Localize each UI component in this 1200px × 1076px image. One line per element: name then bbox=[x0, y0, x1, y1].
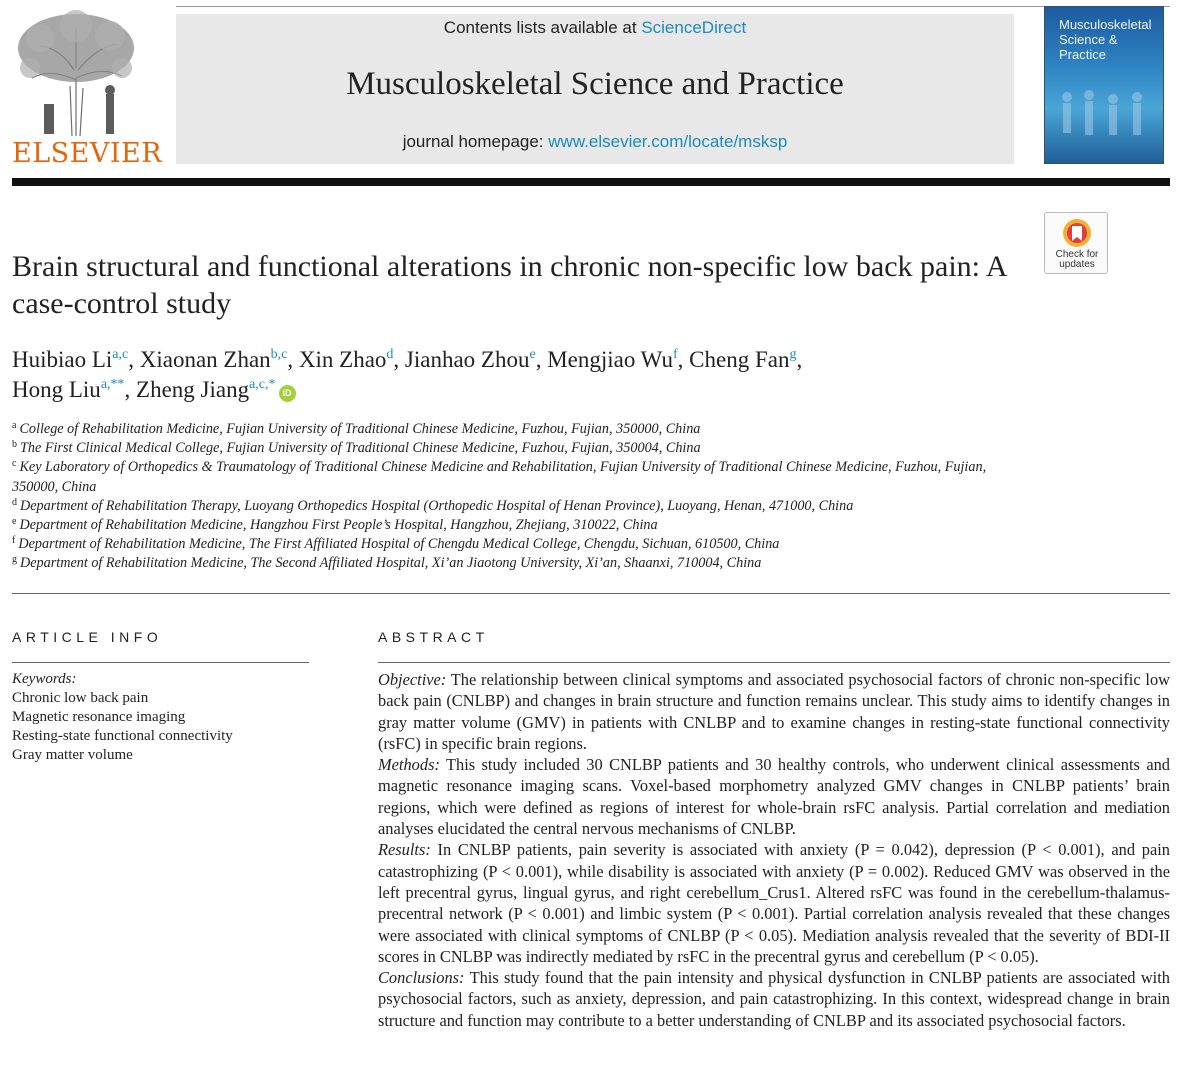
journal-homepage-line bbox=[176, 132, 1014, 152]
keyword-item[interactable]: Magnetic resonance imaging bbox=[12, 709, 186, 725]
affiliation-item bbox=[12, 420, 1022, 439]
abstract-rule bbox=[378, 662, 1170, 663]
keywords-label: Keywords: bbox=[12, 671, 77, 687]
orcid-icon[interactable]: iD bbox=[279, 385, 296, 402]
affiliation-item bbox=[12, 554, 1022, 573]
article-info-heading: ARTICLE INFO bbox=[12, 629, 163, 645]
sciencedirect-link[interactable]: ScienceDirect bbox=[641, 18, 747, 37]
author-separator: , bbox=[535, 347, 542, 372]
homepage-prefix: journal homepage: bbox=[402, 132, 544, 151]
affiliation-key: a bbox=[12, 420, 17, 431]
affiliation-text: Department of Rehabilitation Medicine, The Second Affiliated Hospital, Xi’an Jiaotong University, Xi’an, Shaanxi, 710004, China bbox=[20, 555, 762, 572]
author-affiliation-marks[interactable]: d bbox=[386, 347, 394, 362]
author-name[interactable]: Cheng Fan bbox=[689, 347, 790, 372]
affiliation-key: b bbox=[12, 439, 17, 451]
abstract-section bbox=[378, 967, 1170, 1031]
author-separator: , bbox=[128, 347, 134, 372]
author-name[interactable]: Xiaonan Zhan bbox=[139, 347, 271, 372]
author-affiliation-marks[interactable]: e bbox=[529, 347, 536, 362]
abstract-section-text: This study included 30 CNLBP patients and 30 healthy controls, who underwent clinical assessments and magnetic resonance imaging scans. Voxel-based morphometry analyzed GMV changes in CNLBP patients’ brain regions, which were defined as regions of interest for whole-brain rsFC analysis. Partial correlation and mediation analyses elucidated the central nervous mechanisms of CNLBP. bbox=[378, 755, 1170, 839]
affiliation-key: c bbox=[12, 458, 17, 470]
header-bottom-rule bbox=[12, 178, 1170, 186]
author-affiliation-marks[interactable]: a,** bbox=[100, 377, 125, 392]
check-updates-label: Check for updates bbox=[1055, 249, 1099, 270]
abstract-heading: ABSTRACT bbox=[378, 629, 489, 645]
author-affiliation-marks[interactable]: g bbox=[789, 347, 797, 362]
keywords-list bbox=[12, 689, 312, 765]
affiliation-key: g bbox=[12, 554, 17, 566]
affiliation-text: Department of Rehabilitation Therapy, Luoyang Orthopedics Hospital (Orthopedic Hospital of Henan Province), Luoyang, Henan, 471000, China bbox=[20, 497, 854, 514]
affiliation-key: e bbox=[12, 516, 17, 528]
affiliation-key: f bbox=[12, 535, 16, 547]
check-for-updates-button[interactable] bbox=[1044, 212, 1108, 274]
cover-title: Musculoskeletal Science & Practice bbox=[1059, 17, 1152, 62]
journal-title: Musculoskeletal Science and Practice bbox=[346, 66, 844, 102]
affiliation-text: Key Laboratory of Orthopedics & Traumatology of Traditional Chinese Medicine and Rehabilitation, Fujian University of Traditional Chinese Medicine, Fuzhou, Fujian, 350000, China bbox=[12, 459, 987, 495]
affiliation-text: Department of Rehabilitation Medicine, Hangzhou First People’s Hospital, Hangzhou, Zhejiang, 310022, China bbox=[19, 517, 658, 534]
abstract-section-label: Conclusions: bbox=[378, 968, 465, 988]
abstract-body bbox=[378, 669, 1170, 1031]
cover-figures-image bbox=[1055, 85, 1155, 145]
author-affiliation-marks[interactable]: a,c,* bbox=[249, 377, 276, 392]
affiliation-item bbox=[12, 535, 1022, 554]
author-name[interactable]: Xin Zhao bbox=[298, 347, 387, 372]
affiliation-text: The First Clinical Medical College, Fujian University of Traditional Chinese Medicine, Fuzhou, Fujian, 350004, China bbox=[20, 440, 701, 457]
author-name[interactable]: Mengjiao Wu bbox=[547, 347, 673, 372]
author-item bbox=[405, 347, 542, 372]
contents-prefix: Contents lists available at bbox=[443, 18, 637, 37]
author-separator: , bbox=[393, 347, 400, 372]
author-name[interactable]: Huibiao Li bbox=[12, 347, 113, 372]
author-item bbox=[140, 347, 293, 372]
author-item bbox=[689, 347, 802, 372]
author-list bbox=[12, 345, 1032, 405]
abstract-section-text: The relationship between clinical symptoms and associated psychosocial factors of chronic non-specific low back pain (CNLBP) and changes in brain structure and function remains unclear. This study aims to identify changes in gray matter volume (GMV) in patients with CNLBP and to examine changes in resting-state functional connectivity (rsFC) in specific brain regions. bbox=[378, 670, 1170, 753]
affiliation-item bbox=[12, 516, 1022, 535]
author-affiliation-marks[interactable]: a,c bbox=[112, 347, 129, 362]
author-affiliation-marks[interactable]: f bbox=[672, 347, 678, 362]
affiliation-item bbox=[12, 439, 1022, 458]
author-item bbox=[136, 377, 296, 402]
article-title: Brain structural and functional alterations in chronic non-specific low back pain: A case-control study bbox=[12, 250, 1006, 320]
keyword-item[interactable]: Gray matter volume bbox=[12, 747, 133, 763]
affiliation-item bbox=[12, 497, 1022, 516]
author-item bbox=[12, 377, 130, 402]
check-updates-icon bbox=[1061, 217, 1093, 249]
abstract-section bbox=[378, 754, 1170, 839]
publisher-name[interactable]: ELSEVIER bbox=[12, 138, 163, 169]
abstract-section-text: In CNLBP patients, pain severity is associated with anxiety (P = 0.042), depression (P < 0.001), and pain catastrophizing (P < 0.001), while disability is associated with anxiety (P = 0.002). Reduced GMV was observed in the left precentral gyrus, lingual gyrus, and right cerebellum_Crus1. Altered rsFC was found in the cerebellum-thalamus-precentral network (P < 0.001) and limbic system (P < 0.001). Partial correlation analysis revealed that these changes were associated with clinical symptoms of CNLBP (P < 0.05). Mediation analysis revealed that the severity of BDI-II scores in CNLBP was indirectly mediated by rsFC in the precentral gyrus and cerebellum (P < 0.05). bbox=[378, 840, 1170, 966]
author-item bbox=[12, 347, 134, 372]
header-top-rule bbox=[176, 6, 1170, 7]
author-item bbox=[299, 347, 399, 372]
author-separator: , bbox=[677, 347, 684, 372]
author-separator: , bbox=[124, 377, 131, 402]
author-name[interactable]: Zheng Jiang bbox=[136, 377, 250, 402]
section-divider bbox=[12, 593, 1170, 594]
contents-available-line bbox=[176, 18, 1014, 38]
author-separator: , bbox=[796, 347, 803, 372]
journal-cover-thumbnail[interactable] bbox=[1044, 6, 1164, 164]
keyword-item[interactable]: Chronic low back pain bbox=[12, 690, 149, 706]
affiliation-text: Department of Rehabilitation Medicine, The First Affiliated Hospital of Chengdu Medical College, Chengdu, Sichuan, 610500, China bbox=[18, 536, 780, 553]
author-separator: , bbox=[287, 347, 294, 372]
keyword-item[interactable]: Resting-state functional connectivity bbox=[12, 728, 233, 744]
keywords-block bbox=[12, 670, 312, 765]
article-info-rule bbox=[12, 662, 309, 663]
author-affiliation-marks[interactable]: b,c bbox=[270, 347, 288, 362]
author-name[interactable]: Hong Liu bbox=[12, 377, 101, 402]
abstract-section-label: Results: bbox=[378, 840, 431, 860]
author-name[interactable]: Jianhao Zhou bbox=[404, 347, 530, 372]
abstract-section bbox=[378, 669, 1170, 754]
abstract-section-label: Objective: bbox=[378, 670, 447, 689]
abstract-section-label: Methods: bbox=[378, 755, 440, 775]
affiliation-text: College of Rehabilitation Medicine, Fujian University of Traditional Chinese Medicine, Fuzhou, Fujian, 350000, China bbox=[19, 421, 701, 437]
journal-homepage-link[interactable]: www.elsevier.com/locate/msksp bbox=[548, 132, 788, 151]
author-item bbox=[547, 347, 683, 372]
affiliations-list bbox=[12, 420, 1022, 574]
abstract-section bbox=[378, 839, 1170, 967]
abstract-section-text: This study found that the pain intensity and physical dysfunction in CNLBP patients are associated with psychosocial factors, such as anxiety, depression, and pain catastrophizing. In this context, widespread change in brain structure and function may contribute to a better understanding of CNLBP and its associated psychosocial factors. bbox=[378, 968, 1170, 1030]
affiliation-item bbox=[12, 458, 1022, 496]
affiliation-key: d bbox=[12, 496, 17, 508]
